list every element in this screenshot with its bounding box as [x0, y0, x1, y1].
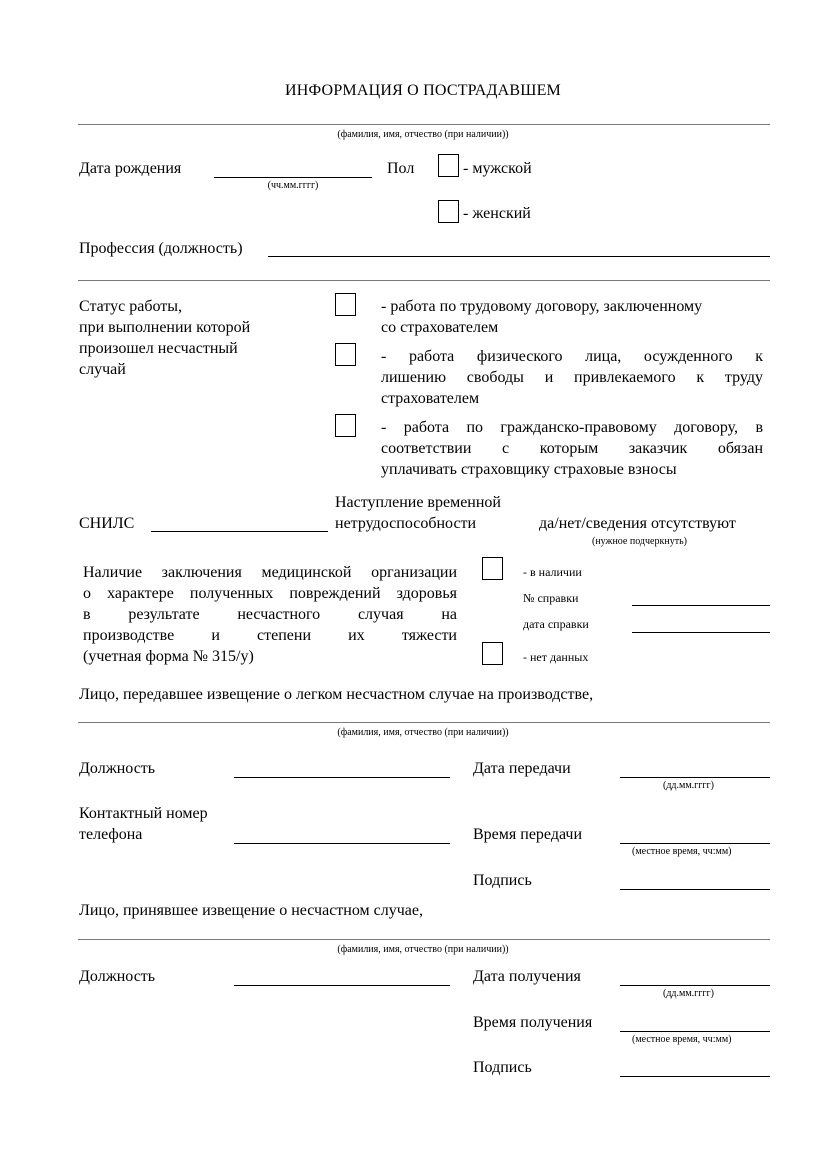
work-status-option1-text: - работа по трудовому договору, заключенному со страхователем	[381, 298, 703, 336]
section-divider	[78, 280, 770, 281]
transmitter-position-label: Должность	[79, 760, 156, 777]
transmitter-label: Лицо, передавшее извещение о легком несчастном случае на производстве,	[79, 686, 594, 703]
sex-male-label: - мужской	[463, 160, 532, 177]
dob-field[interactable]	[214, 177, 372, 178]
work-status-option2-text: - работа физического лица, осужденного к лишению свободы и привлекаемого к труду страхователем	[381, 348, 763, 407]
work-status-option2-checkbox[interactable]	[335, 343, 356, 366]
medical-no-data-label: - нет данных	[523, 650, 589, 664]
transfer-time-hint: (местное время, чч:мм)	[632, 846, 732, 857]
transmitter-name-line[interactable]	[78, 722, 770, 723]
cert-date-label: дата справки	[523, 617, 589, 631]
work-status-label: Статус работы, при выполнении которой произошел несчастный случай	[79, 298, 251, 378]
dob-hint: (чч.мм.гггг)	[267, 180, 319, 191]
work-status-option3-checkbox[interactable]	[335, 414, 356, 437]
disability-label-1: Наступление временной	[335, 494, 501, 511]
receive-date-hint: (дд.мм.гггг)	[663, 988, 714, 999]
receive-date-label: Дата получения	[473, 968, 581, 985]
receive-time-label: Время получения	[473, 1014, 593, 1031]
receiver-position-field[interactable]	[234, 985, 450, 986]
receive-time-hint: (местное время, чч:мм)	[632, 1034, 732, 1045]
medical-available-checkbox[interactable]	[482, 557, 503, 580]
medical-available-label: - в наличии	[523, 565, 582, 579]
profession-field[interactable]	[268, 256, 770, 257]
medical-no-data-checkbox[interactable]	[482, 642, 503, 665]
transfer-date-field[interactable]	[620, 777, 770, 778]
receive-date-field[interactable]	[620, 985, 770, 986]
transmitter-position-field[interactable]	[234, 777, 450, 778]
receiver-name-hint: (фамилия, имя, отчество (при наличии))	[337, 944, 509, 955]
dob-label: Дата рождения	[79, 160, 182, 177]
disability-hint: (нужное подчеркнуть)	[592, 536, 687, 547]
sex-male-checkbox[interactable]	[438, 154, 459, 177]
transfer-time-field[interactable]	[620, 843, 770, 844]
snils-field[interactable]	[151, 531, 328, 532]
sex-female-checkbox[interactable]	[438, 200, 459, 223]
receiver-position-label: Должность	[79, 968, 156, 985]
work-status-option1-checkbox[interactable]	[335, 293, 356, 316]
phone-label-1: Контактный номер	[79, 805, 208, 822]
cert-number-label: № справки	[523, 591, 579, 605]
transmitter-name-hint: (фамилия, имя, отчество (при наличии))	[337, 727, 509, 738]
cert-date-field[interactable]	[632, 632, 770, 633]
sex-label: Пол	[387, 160, 415, 177]
transfer-date-hint: (дд.мм.гггг)	[663, 780, 714, 791]
receiver-signature-label: Подпись	[473, 1059, 532, 1076]
disability-label-2: нетрудоспособности	[335, 515, 477, 532]
sex-female-label: - женский	[463, 205, 531, 222]
transmitter-signature-label: Подпись	[473, 872, 532, 889]
victim-name-line[interactable]	[78, 124, 770, 125]
transfer-date-label: Дата передачи	[473, 760, 571, 777]
phone-label-2: телефона	[79, 826, 143, 843]
disability-options[interactable]: да/нет/сведения отсутствуют	[539, 515, 736, 532]
receiver-name-line[interactable]	[78, 939, 770, 940]
phone-field[interactable]	[234, 843, 450, 844]
transmitter-signature-field[interactable]	[620, 889, 770, 890]
receiver-label: Лицо, принявшее извещение о несчастном случае,	[79, 902, 423, 919]
snils-label: СНИЛС	[79, 515, 135, 532]
receiver-signature-field[interactable]	[620, 1076, 770, 1077]
medical-conclusion-label: Наличие заключения медицинской организации о характере полученных повреждений здоровья в результате несчастного случая на производстве и степени их тяжести (учетная форма № 315/у)	[83, 564, 457, 665]
victim-name-hint: (фамилия, имя, отчество (при наличии))	[337, 129, 509, 140]
cert-number-field[interactable]	[632, 605, 770, 606]
transfer-time-label: Время передачи	[473, 826, 583, 843]
receive-time-field[interactable]	[620, 1031, 770, 1032]
work-status-option3-text: - работа по гражданско-правовому договору, в соответствии с которым заказчик обязан уплачивать страховщику страховые взносы	[381, 419, 763, 478]
page-title: ИНФОРМАЦИЯ О ПОСТРАДАВШЕМ	[285, 82, 561, 99]
profession-label: Профессия (должность)	[79, 240, 243, 257]
